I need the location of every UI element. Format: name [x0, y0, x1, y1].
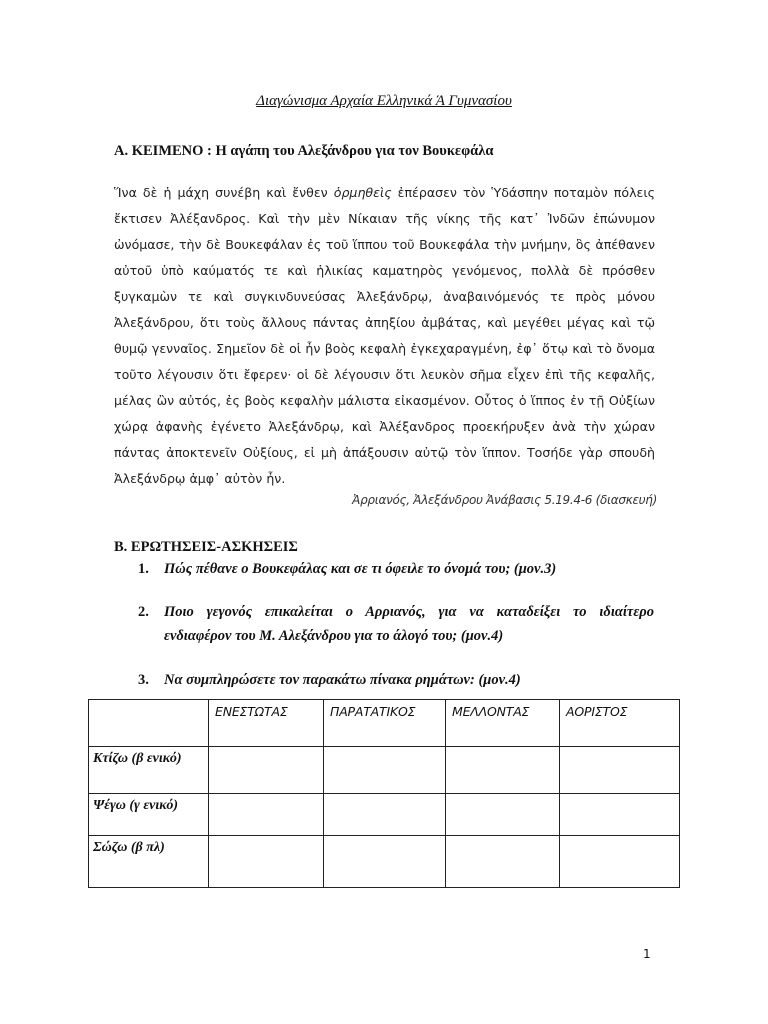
- table-cell[interactable]: [560, 794, 680, 836]
- table-cell[interactable]: [446, 747, 560, 794]
- verb-table: [88, 699, 680, 888]
- text-line: ξυγκαμὼν τε καὶ συγκινδυνεύσας Ἀλεξάνδρῳ, ἀναβαινόμενός τε πρὸς μόνου: [114, 289, 655, 304]
- text-line: πάντας ἀποκτενεῖν Οὐξίους, εἰ μὴ ἀπάξουσιν αὐτῷ τὸν ἵππον. Τοσήδε γὰρ σπουδὴ: [114, 445, 655, 460]
- section-a-heading: Α. ΚΕΙΜΕΝΟ : Η αγάπη του Αλεξάνδρου για τον Βουκεφάλα: [114, 143, 494, 159]
- table-cell[interactable]: [446, 794, 560, 836]
- table-cell[interactable]: [324, 836, 446, 888]
- table-cell[interactable]: [560, 836, 680, 888]
- text-line: τοῦτο λέγουσιν ὅτι ἔφερεν· οἱ δὲ λέγουσιν ὅτι λευκὸν σῆμα εἶχεν ἐπὶ τῆς κεφαλῆς,: [114, 367, 655, 382]
- ancient-text: [114, 183, 655, 495]
- table-row: [89, 836, 680, 888]
- table-header-cell: ΑΟΡΙΣΤΟΣ: [560, 700, 680, 747]
- table-row-label: Σώζω (β πλ): [89, 836, 209, 888]
- text-line: Ἀλεξάνδρῳ ἀμφ᾽ αὐτὸν ἦν.: [114, 471, 286, 486]
- question-text-line1: Ποιο γεγονός επικαλείται ο Αρριανός, για να καταδείξει το ιδιαίτερο: [164, 604, 654, 620]
- text-line-1: Ἵνα δὲ ἡ μάχη συνέβη καὶ ἔνθεν ὁρμηθεὶς ἐπέρασεν τὸν Ὑδάσπην ποταμὸν πόλεις: [114, 185, 655, 200]
- italic-word: ὁρμηθεὶς: [333, 185, 392, 200]
- document-title: Διαγώνισμα Αρχαία Ελληνικά Ά Γυμνασίου: [256, 93, 512, 109]
- question-text: Πώς πέθανε ο Βουκεφάλας και σε τι όφειλε το όνομά του; (μον.3): [164, 561, 557, 577]
- text-line: χώρᾳ ἀφανὴς ἐγένετο Ἀλεξάνδρῳ, καὶ Ἀλέξανδρος προεκήρυξεν ἀνὰ τὴν χώραν: [114, 419, 655, 434]
- section-b-heading: Β. ΕΡΩΤΗΣΕΙΣ-ΑΣΚΗΣΕΙΣ: [114, 539, 298, 555]
- question-text: Να συμπληρώσετε τον παρακάτω πίνακα ρημάτων: (μον.4): [164, 672, 521, 688]
- text-line: Ἀλεξάνδρου, ὅτι τοὺς ἄλλους πάντας ἀπηξίου ἀμβάτας, καὶ μεγέθει μέγας καὶ τῷ: [114, 315, 655, 330]
- page-number: 1: [643, 947, 651, 961]
- table-cell[interactable]: [324, 794, 446, 836]
- text-line: μέλας ὢν αὐτός, ἐς βοὸς κεφαλὴν μάλιστα εἰκασμένον. Οὗτος ὁ ἵππος ἐν τῇ Οὐξίων: [114, 393, 655, 408]
- text-line: ὠνόμασε, τὴν δὲ Βουκεφάλαν ἐς τοῦ ἵππου τοῦ Βουκεφάλα τὴν μνήμην, ὃς ἀπέθανεν: [114, 237, 655, 252]
- question-text-line2: ενδιαφέρον του Μ. Αλεξάνδρου για το άλογό του; (μον.4): [164, 628, 504, 644]
- source-citation: Ἀρριανός, Ἀλεξάνδρου Ἀνάβασις 5.19.4-6 (διασκευή): [352, 493, 657, 507]
- text-line: αὐτοῦ ὑπὸ καύματός τε καὶ ἡλικίας καματηρὸς γενόμενος, πολλὰ δὲ πρόσθεν: [114, 263, 655, 278]
- table-row-label: Ψέγω (γ ενικό): [89, 794, 209, 836]
- table-header-cell: [89, 700, 209, 747]
- table-cell[interactable]: [560, 747, 680, 794]
- table-header-cell: ΠΑΡΑΤΑΤΙΚΟΣ: [324, 700, 446, 747]
- text-line: θυμῷ γενναῖος. Σημεῖον δὲ οἱ ἦν βοὸς κεφαλὴ ἐγκεχαραγμένη, ἐφ᾽ ὅτῳ καὶ τὸ ὄνομα: [114, 341, 655, 356]
- text-line: ἔκτισεν Ἀλέξανδρος. Καὶ τὴν μὲν Νίκαιαν τῆς νίκης τῆς κατ᾽ Ἰνδῶν ἐπώνυμον: [114, 211, 655, 226]
- question-number: 1.: [138, 561, 149, 577]
- question-number: 3.: [138, 672, 149, 688]
- table-header-cell: ΕΝΕΣΤΩΤΑΣ: [209, 700, 324, 747]
- table-cell[interactable]: [209, 794, 324, 836]
- table-cell[interactable]: [209, 747, 324, 794]
- question-number: 2.: [138, 604, 149, 620]
- table-cell[interactable]: [446, 836, 560, 888]
- table-row: [89, 747, 680, 794]
- table-cell[interactable]: [324, 747, 446, 794]
- table-row: [89, 794, 680, 836]
- table-cell[interactable]: [209, 836, 324, 888]
- table-row-label: Κτίζω (β ενικό): [89, 747, 209, 794]
- table-header-row: [89, 700, 680, 747]
- table-header-cell: ΜΕΛΛΟΝΤΑΣ: [446, 700, 560, 747]
